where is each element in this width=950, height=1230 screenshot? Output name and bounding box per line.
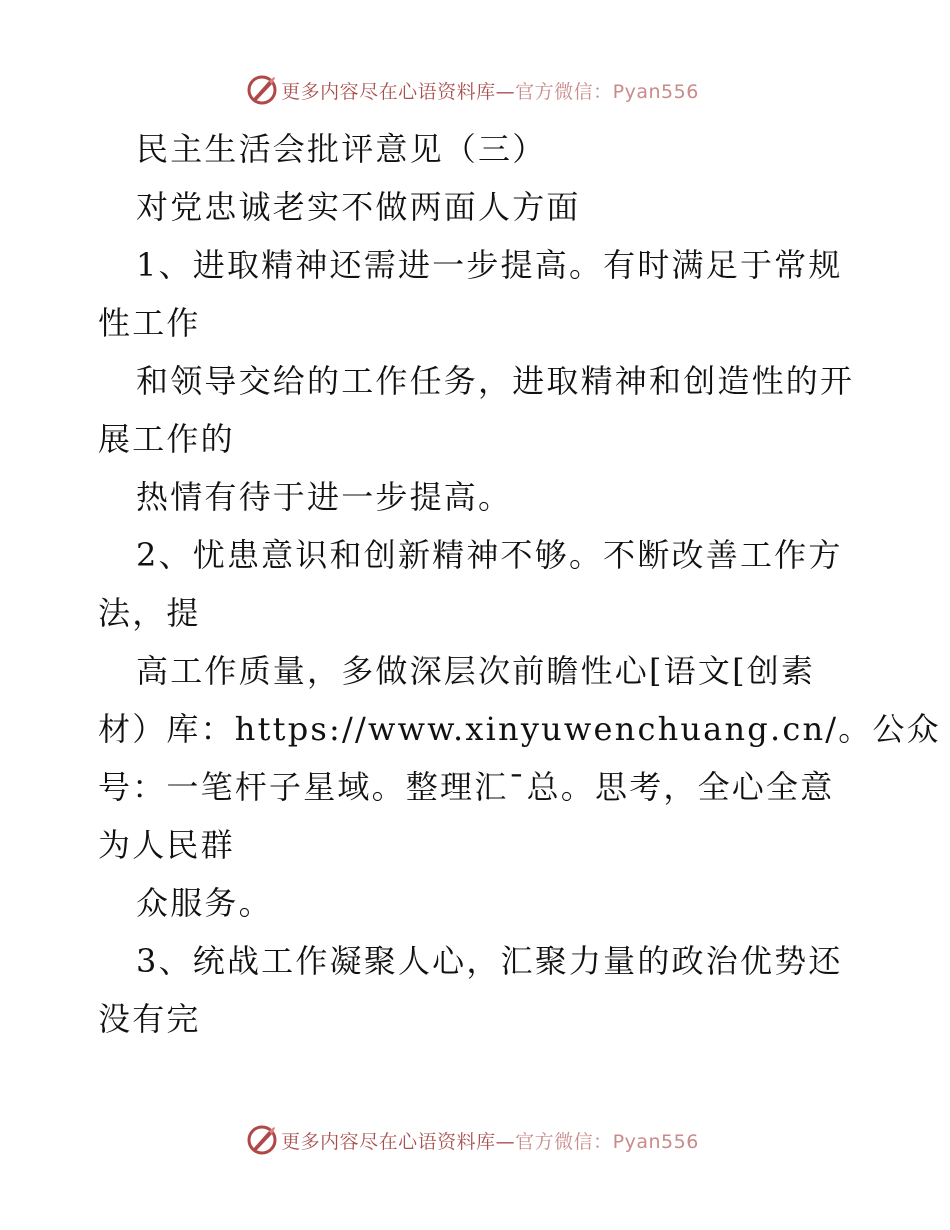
document-body [98,120,941,1048]
document-line: 3、统战工作凝聚人心，汇聚力量的政治优势还 [136,942,843,980]
document-line: 热情有待于进一步提高。 [136,478,513,516]
banner-wechat-text: 官方微信：Pyan556 [515,1130,699,1153]
document-line: 1、进取精神还需进一步提高。有时满足于常规 [136,246,843,284]
document-line: 和领导交给的工作任务，进取精神和创造性的开 [136,362,855,400]
document-line: 为人民群 [98,826,235,864]
document-line: 对党忠诚老实不做两面人方面 [136,188,581,226]
document-line: 法，提 [98,594,201,632]
document-line: 号：一笔杆子星域。整理汇¯总。思考，全心全意 [98,768,835,806]
document-line: 材）库：https://www.xinyuwenchuang.cn/。公众 [98,710,941,748]
header-banner-inner [251,73,699,107]
banner-wechat-text: 官方微信：Pyan556 [515,80,699,103]
header-banner-text [281,77,699,104]
quill-logo-icon [245,1123,279,1157]
document-line: 高工作质量，多做深层次前瞻性心[语文[创素 [136,652,816,690]
banner-main-text: 更多内容尽在心语资料库 [281,1130,496,1153]
document-line: 展工作的 [98,420,235,458]
document-line: 民主生活会批评意见（三） [136,130,547,168]
footer-banner [0,1120,950,1160]
banner-separator: — [495,80,516,103]
document-line: 众服务。 [136,884,273,922]
footer-banner-inner [251,1123,699,1157]
document-line: 没有完 [98,1000,201,1038]
footer-banner-text [281,1127,699,1154]
document-line: 2、忧患意识和创新精神不够。不断改善工作方 [136,536,843,574]
document-line: 性工作 [98,304,201,342]
header-banner [0,70,950,110]
banner-separator: — [495,1130,516,1153]
quill-logo-icon [245,73,279,107]
banner-main-text: 更多内容尽在心语资料库 [281,80,496,103]
